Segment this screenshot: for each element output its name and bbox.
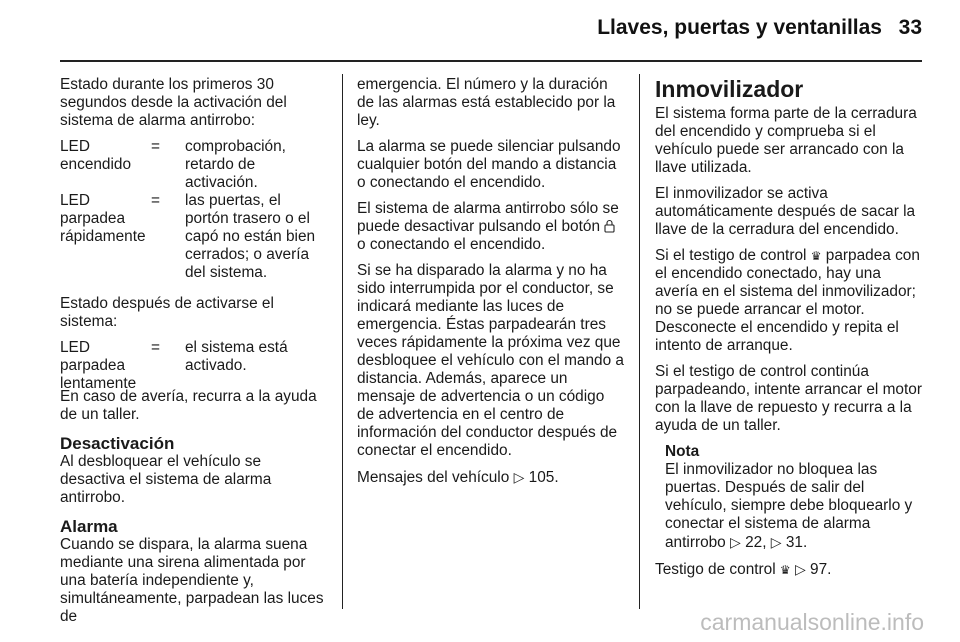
immobilizer-control-icon: ♛	[810, 249, 822, 263]
immobilizer-control-icon: ♛	[779, 563, 791, 577]
equals-sign: =	[151, 192, 160, 209]
status-intro: Estado durante los primeros 30 segundos desde la activación del sistema de alarma antirrobo:	[60, 76, 287, 129]
note-title: Nota	[665, 443, 700, 460]
paragraph	[655, 247, 925, 355]
lock-button-icon	[604, 218, 615, 235]
cross-reference[interactable]	[357, 468, 625, 487]
paragraph: Si el testigo de control continúa parpadeando, intente arrancar el motor con la llave de repuesto y recurra a la ayuda de un taller.	[655, 363, 922, 434]
paragraph-text: o conectando el encendido.	[357, 236, 546, 253]
paragraph-text: parpadea con el encendido conectado, hay una avería en el sistema del inmovilizador; no se puede arrancar el motor. Desconecte el encendido y repita el intento de arranque.	[655, 247, 920, 354]
note-text: El inmovilizador no bloquea las puertas. Después de salir del vehículo, siempre debe bloquearlo y conectar el sistema de alarma antirrobo	[665, 461, 913, 551]
status-desc: el sistema está activado.	[185, 339, 288, 374]
column-1	[60, 76, 328, 634]
paragraph: El sistema forma parte de la cerradura del encendido y comprueba si el vehículo puede ser arrancado con la llave utilizada.	[655, 105, 917, 176]
section-heading: Inmovilizador	[655, 76, 804, 102]
arrow-xref-icon: ▷	[513, 469, 525, 485]
cross-reference[interactable]	[655, 560, 925, 579]
paragraph: Si se ha disparado la alarma y no ha sido interrumpida por el conductor, se indicará mediante las luces de emergencia. Éstas parpadearán tres veces rápidamente la próxima vez que desbloquee el vehículo con el mando a distancia. Además, aparece un mensaje de advertencia o un código de advertencia en el centro de información del conductor después de conectar el encendido.	[357, 262, 624, 459]
deactivation-heading: Desactivación	[60, 434, 175, 453]
note-box	[665, 443, 925, 552]
paragraph	[357, 200, 625, 254]
equals-sign: =	[151, 138, 160, 155]
reference-page[interactable]: 22,	[745, 534, 767, 551]
reference-page: 97.	[810, 561, 832, 578]
reference-text: Testigo de control	[655, 561, 776, 578]
status-desc: las puertas, el portón trasero o el capó no están bien cerrados; o avería del sistema.	[185, 192, 316, 281]
arrow-xref-icon: ▷	[794, 561, 806, 577]
status-term: LED parpadea rápidamente	[60, 192, 146, 245]
page-header	[0, 0, 960, 60]
column-divider	[342, 74, 343, 609]
alarm-heading: Alarma	[60, 517, 118, 536]
status-intro-2: Estado después de activarse el sistema:	[60, 295, 274, 330]
status-term: LED encendido	[60, 138, 132, 173]
page-number: 33	[898, 16, 922, 39]
status-table	[60, 138, 328, 282]
reference-page[interactable]: 31.	[785, 534, 808, 551]
status-desc: comprobación, retardo de activación.	[185, 138, 286, 191]
header-rule	[60, 60, 922, 62]
paragraph: El inmovilizador se activa automáticamente después de sacar la llave de la cerradura del encendido.	[655, 185, 916, 238]
column-divider	[639, 74, 640, 609]
alarm-text: Cuando se dispara, la alarma suena mediante una sirena alimentada por una batería independiente y, simultáneamente, parpadean las luces de	[60, 536, 324, 625]
status-row	[60, 138, 328, 192]
column-2	[357, 76, 625, 495]
paragraph: emergencia. El número y la duración de las alarmas está establecido por la ley.	[357, 76, 616, 129]
paragraph-text: Si el testigo de control	[655, 247, 807, 264]
reference-text: Mensajes del vehículo	[357, 469, 510, 486]
fault-paragraph: En caso de avería, recurra a la ayuda de un taller.	[60, 388, 317, 423]
paragraph-text: El sistema de alarma antirrobo sólo se puede desactivar pulsando el botón	[357, 200, 619, 235]
arrow-xref-icon: ▷	[730, 534, 741, 550]
status-row	[60, 339, 328, 392]
status-table-2	[60, 339, 328, 392]
status-term: LED parpadea lentamente	[60, 339, 137, 392]
arrow-xref-icon: ▷	[770, 534, 782, 550]
status-row	[60, 192, 328, 282]
paragraph: La alarma se puede silenciar pulsando cualquier botón del mando a distancia o conectando el encendido.	[357, 138, 621, 191]
header-title: Llaves, puertas y ventanillas	[597, 16, 882, 39]
deactivation-text: Al desbloquear el vehículo se desactiva el sistema de alarma antirrobo.	[60, 453, 272, 506]
reference-page: 105.	[528, 469, 559, 486]
equals-sign: =	[151, 339, 160, 356]
column-3	[655, 76, 925, 587]
watermark: carmanualsonline.info	[700, 609, 924, 635]
